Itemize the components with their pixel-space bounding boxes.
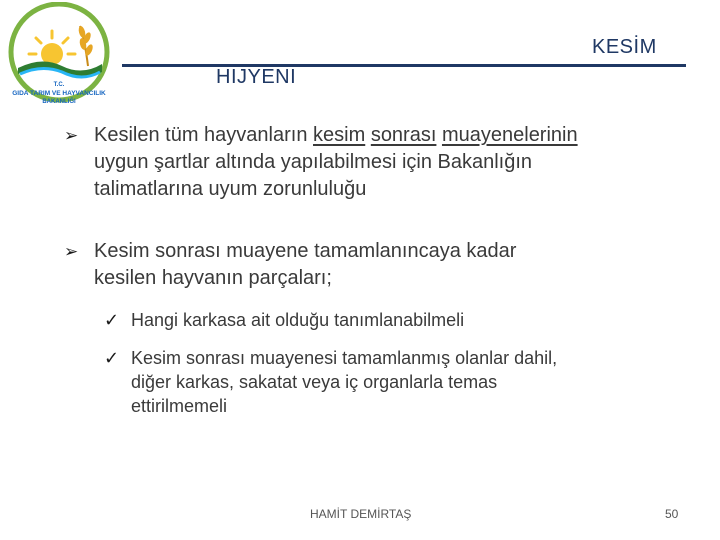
bullet-2-line-1: Kesim sonrası muayene tamamlanıncaya kadar [94, 240, 517, 262]
ministry-logo [2, 2, 117, 114]
underlined-muayenelerinin: muayenelerinin [441, 124, 578, 146]
sub-bullet-2-line-3: ettirilmemeli [131, 396, 228, 416]
check-bullet-icon: ✓ [104, 310, 120, 330]
sub-bullet-2 [104, 346, 557, 418]
bullet-2-text [94, 238, 516, 292]
page-number: 50 [665, 507, 679, 521]
sub-bullet-1 [104, 308, 464, 332]
arrow-bullet-icon: ➢ [64, 242, 79, 261]
slide-title-hijyeni: HİJYENİ [216, 66, 297, 88]
underlined-kesim: kesim [313, 124, 366, 146]
footer-author: HAMİT DEMİRTAŞ [310, 507, 412, 521]
title-divider [122, 64, 686, 67]
bullet-1-line-3: talimatlarına uyum zorunluluğu [94, 178, 367, 200]
sub-bullet-2-line-2: diğer karkas, sakatat veya iç organlarla temas [131, 372, 498, 392]
arrow-bullet-icon: ➢ [64, 126, 79, 145]
bullet-1 [64, 122, 578, 203]
bullet-1-line-1: Kesilen tüm hayvanların kesim sonrası muayenelerinin [94, 124, 578, 146]
bullet-1-line-2: uygun şartlar altında yapılabilmesi için Bakanlığın [94, 151, 533, 173]
bullet-1-text [94, 122, 578, 203]
logo-ministry: BAKANLIĞI [42, 99, 76, 105]
slide-title-kesim: KESİM [592, 36, 657, 58]
logo-tc: T.C. [53, 82, 65, 88]
bullet-2 [64, 238, 516, 292]
logo-name: GIDA TARIM VE HAYVANCILIK [12, 90, 106, 97]
underlined-sonrasi: sonrası [370, 124, 437, 146]
check-bullet-icon: ✓ [104, 348, 120, 368]
sub-bullet-2-text [131, 346, 557, 418]
bullet-2-line-2: kesilen hayvanın parçaları; [94, 267, 332, 289]
sub-bullet-2-line-1: Kesim sonrası muayenesi tamamlanmış olanlar dahil, [131, 348, 558, 368]
sub-bullet-1-text: Hangi karkasa ait olduğu tanımlanabilmeli [131, 310, 465, 330]
